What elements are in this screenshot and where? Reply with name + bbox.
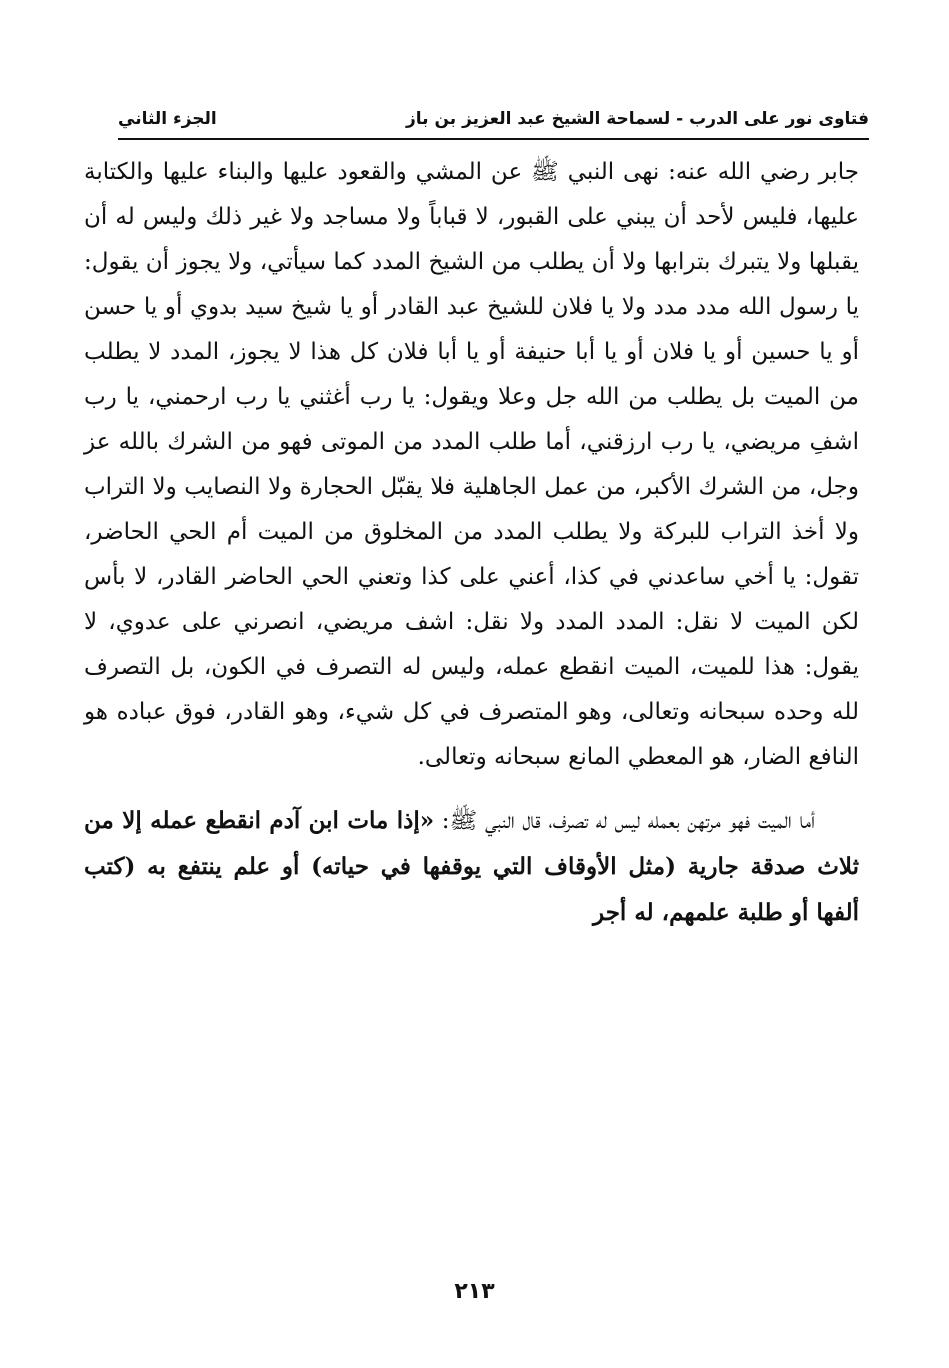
page-body	[84, 150, 859, 954]
header-part-label: الجزء الثاني	[118, 109, 217, 129]
header-book-title: فتاوى نور على الدرب - لسماحة الشيخ عبد العزيز بن باز	[406, 109, 869, 129]
paragraph-2-intro: أما الميت فهو مرتهن بعمله ليس له تصرف، قال النبي ﷺ:	[434, 808, 815, 834]
running-header	[118, 104, 869, 140]
paragraph-1: جابر رضي الله عنه: نهى النبي ﷺ عن المشي والقعود عليها والبناء عليها والكتابة عليها، فليس لأحد أن يبني على القبور، لا قباباً ولا مساجد ولا غير ذلك وليس له أن يقبلها ولا يتبرك بترابها ولا أن يطلب من الشيخ المدد كما سيأتي، ولا يجوز أن يقول: يا رسول الله مدد مدد ولا يا فلان للشيخ عبد القادر أو يا شيخ سيد بدوي أو يا حسن أو يا حسين أو يا فلان أو يا أبا حنيفة أو يا أبا فلان كل هذا لا يجوز، المدد لا يطلب من الميت بل يطلب من الله جل وعلا ويقول: يا رب أغثني يا رب ارحمني، يا رب اشفِ مريضي، يا رب ارزقني، أما طلب المدد من الموتى فهو من الشرك بالله عز وجل، من الشرك الأكبر، من عمل الجاهلية فلا يقبّل الحجارة ولا النصايب ولا التراب ولا أخذ التراب للبركة ولا يطلب المدد من المخلوق من الميت أم الحي الحاضر، تقول: يا أخي ساعدني في كذا، أعني على كذا وتعني الحي الحاضر القادر، لا بأس لكن الميت لا نقل: المدد المدد ولا نقل: اشف مريضي، انصرني على عدوي، لا يقول: هذا للميت، الميت انقطع عمله، وليس له التصرف في الكون، بل التصرف لله وحده سبحانه وتعالى، وهو المتصرف في كل شيء، وهو القادر، فوق عباده هو النافع الضار، هو المعطي المانع سبحانه وتعالى.	[84, 159, 859, 770]
hadith-quote: «إذا مات ابن آدم انقطع عمله إلا من ثلاث صدقة جارية (مثل الأوقاف التي يوقفها في حياته) أو علم ينتفع به (كتب ألفها أو طلبة علمهم، له أجر	[84, 807, 859, 926]
page-number: ٢١٣	[454, 1279, 495, 1304]
paragraph-2	[84, 798, 859, 936]
